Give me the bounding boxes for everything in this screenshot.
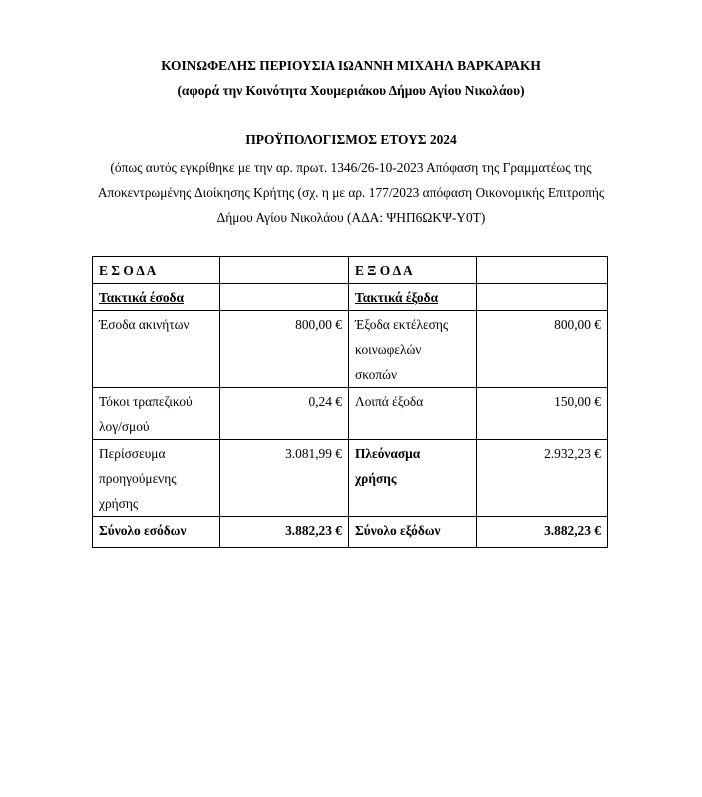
label-line: Πλεόνασμα xyxy=(355,446,421,461)
approval-line: (όπως αυτός εγκρίθηκε με την αρ. πρωτ. 1346/26-10-2023 Απόφαση της Γραμματέως της xyxy=(110,160,592,175)
label-line: Λοιπά έξοδα xyxy=(355,394,424,409)
expense-amount: 800,00 € xyxy=(477,311,608,388)
income-label xyxy=(93,440,220,517)
label-line: λογ/σμού xyxy=(99,419,150,434)
income-amount: 3.081,99 € xyxy=(220,440,349,517)
income-label xyxy=(93,311,220,388)
expense-total-label: Σύνολο εξόδων xyxy=(349,517,477,548)
income-amount: 800,00 € xyxy=(220,311,349,388)
label-line: χρήσης xyxy=(99,496,139,511)
expense-amount: 150,00 € xyxy=(477,388,608,440)
expense-subheader: Τακτικά έξοδα xyxy=(355,290,439,305)
expense-label xyxy=(349,311,477,388)
table-row xyxy=(93,388,608,440)
budget-table xyxy=(92,256,608,548)
label-line: Έξοδα εκτέλεσης xyxy=(355,317,449,332)
approval-line: Αποκεντρωμένης Διοίκησης Κρήτης (σχ. η με αρ. 177/2023 απόφαση Οικονομικής Επιτροπής xyxy=(97,185,605,200)
income-subheader-cell xyxy=(93,284,220,311)
expense-label xyxy=(349,440,477,517)
expense-header: Ε Ξ Ο Δ Α xyxy=(349,257,477,284)
label-line: κοινωφελών xyxy=(355,342,422,357)
empty-cell xyxy=(220,284,349,311)
expense-total-amount: 3.882,23 € xyxy=(477,517,608,548)
label-line: Περίσσευμα xyxy=(99,446,166,461)
empty-cell xyxy=(220,257,349,284)
empty-cell xyxy=(477,257,608,284)
label-line: προηγούμενης xyxy=(99,471,177,486)
table-subheader-row xyxy=(93,284,608,311)
organization-title: ΚΟΙΝΩΦΕΛΗΣ ΠΕΡΙΟΥΣΙΑ ΙΩΑΝΝΗ ΜΙΧΑΗΛ ΒΑΡΚΑΡΑΚΗ xyxy=(161,58,541,73)
income-header: Ε Σ Ο Δ Α xyxy=(93,257,220,284)
income-total-label: Σύνολο εσόδων xyxy=(93,517,220,548)
totals-row xyxy=(93,517,608,548)
income-subheader: Τακτικά έσοδα xyxy=(99,290,184,305)
income-total-amount: 3.882,23 € xyxy=(220,517,349,548)
expense-subheader-cell xyxy=(349,284,477,311)
income-amount: 0,24 € xyxy=(220,388,349,440)
income-label xyxy=(93,388,220,440)
approval-line: Δήμου Αγίου Νικολάου (ΑΔΑ: ΨΗΠ6ΩΚΨ-Υ0Τ) xyxy=(216,210,486,225)
empty-cell xyxy=(477,284,608,311)
organization-subtitle: (αφορά την Κοινότητα Χουμεριάκου Δήμου Αγίου Νικολάου) xyxy=(177,83,525,98)
approval-note xyxy=(60,155,642,230)
budget-title: ΠΡΟΫΠΟΛΟΓΙΣΜΟΣ ΕΤΟΥΣ 2024 xyxy=(245,132,457,147)
label-line: Έσοδα ακινήτων xyxy=(99,317,190,332)
table-header-row xyxy=(93,257,608,284)
expense-label xyxy=(349,388,477,440)
table-row xyxy=(93,311,608,388)
label-line: χρήσης xyxy=(355,471,397,486)
label-line: σκοπών xyxy=(355,367,397,382)
expense-amount: 2.932,23 € xyxy=(477,440,608,517)
label-line: Τόκοι τραπεζικού xyxy=(99,394,193,409)
table-row xyxy=(93,440,608,517)
